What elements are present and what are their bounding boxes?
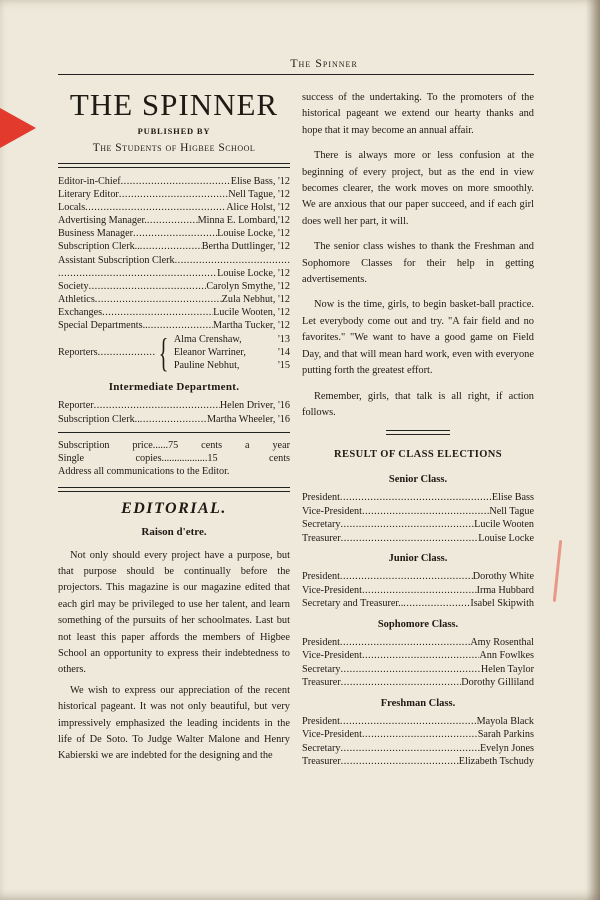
staff-role: Vice-President bbox=[302, 584, 362, 596]
staff-role: President bbox=[302, 715, 340, 727]
staff-role: Society bbox=[58, 280, 89, 292]
staff-row bbox=[58, 201, 290, 214]
leader-dots bbox=[133, 227, 217, 240]
staff-name: Dorothy White bbox=[472, 571, 534, 583]
staff-name: Carolyn Smythe, '12 bbox=[206, 280, 290, 292]
staff-role: Vice-President bbox=[302, 505, 362, 517]
intermediate-list bbox=[58, 399, 290, 425]
brace-glyph: { bbox=[158, 329, 169, 375]
class-heading: Senior Class. bbox=[388, 474, 448, 486]
editorial-paragraph: Remember, girls, that talk is all right, if action follows. bbox=[302, 390, 534, 418]
subscription-text: Single copies..................15 cents bbox=[58, 452, 290, 464]
intermediate-heading: Intermediate Department. bbox=[108, 381, 240, 394]
staff-name: Louise Locke, '12 bbox=[217, 267, 290, 279]
class-heading: Sophomore Class. bbox=[377, 618, 459, 630]
staff-name: Zula Nebhut, '12 bbox=[221, 293, 290, 305]
staff-role: President bbox=[302, 492, 340, 504]
staff-row bbox=[58, 319, 290, 332]
staff-role: Assistant Subscription Clerk bbox=[58, 254, 175, 266]
staff-name: Helen Driver, '16 bbox=[219, 400, 290, 412]
leader-dots bbox=[340, 636, 470, 650]
leader-dots bbox=[119, 188, 228, 201]
ornament-rule bbox=[386, 430, 450, 435]
staff-name: Alice Holst, '12 bbox=[226, 202, 290, 214]
officer-list bbox=[302, 636, 534, 690]
editorial-paragraph: Now is the time, girls, to begin basket-ball practice. Let everybody come out and try. "A fair field and no favorites." "We want to have a good game on Field Day, and that will mean hard work, even with everyone putting forth the greatest effort. bbox=[302, 299, 534, 377]
editorial-paragraph: The senior class wishes to thank the Freshman and Sophomore Classes for their help in getting advertisements. bbox=[302, 241, 534, 286]
editorial-heading: EDITORIAL. bbox=[121, 499, 227, 517]
staff-name: Elise Bass, '12 bbox=[230, 176, 290, 187]
leader-dots bbox=[362, 584, 477, 598]
staff-row bbox=[58, 254, 290, 267]
leader-dots bbox=[341, 532, 479, 546]
leader-dots bbox=[147, 214, 198, 227]
staff-name: Martha Tucker, '12 bbox=[213, 320, 290, 332]
editorial-paragraph: There is always more or less confusion at the beginning of every project, but as the end in view becomes clearer, the work moves on more smoothly. We are anxious that our paper succeed, and if each girl does well her part, it will. bbox=[302, 150, 534, 227]
staff-row bbox=[302, 663, 534, 677]
right-column bbox=[302, 90, 534, 777]
section-rule bbox=[58, 432, 290, 433]
staff-row bbox=[302, 584, 534, 598]
leader-dots bbox=[340, 491, 492, 505]
editorial-left-text bbox=[58, 548, 290, 765]
masthead-rule bbox=[58, 163, 290, 168]
leader-dots bbox=[362, 505, 489, 519]
leader-dots bbox=[341, 755, 459, 769]
masthead-title: THE SPINNER bbox=[69, 87, 279, 122]
subscription-text: Subscription price......75 cents a year bbox=[58, 439, 290, 451]
staff-row bbox=[302, 676, 534, 690]
staff-row bbox=[302, 649, 534, 663]
staff-name: Louise Locke bbox=[478, 532, 534, 544]
staff-role: Subscription Clerk.. bbox=[58, 241, 140, 253]
leader-dots bbox=[362, 649, 479, 663]
staff-name: Amy Rosenthal bbox=[470, 636, 534, 648]
reporter-row bbox=[174, 359, 290, 372]
staff-row bbox=[58, 227, 290, 240]
staff-row bbox=[58, 293, 290, 306]
leader-dots bbox=[140, 240, 202, 253]
reporter-year: '15 bbox=[277, 360, 290, 372]
staff-role: Vice-President bbox=[302, 650, 362, 662]
editorial-paragraph: success of the undertaking. To the promoters of the historical pageant we extend our hearty thanks and hope that it may become an annual affair. bbox=[302, 92, 534, 136]
staff-row bbox=[302, 755, 534, 769]
staff-row bbox=[58, 214, 290, 227]
officer-list bbox=[302, 491, 534, 545]
leader-dots bbox=[121, 175, 231, 188]
reporter-name: Eleanor Warriner, bbox=[173, 347, 246, 359]
staff-role: Vice-President bbox=[302, 729, 362, 741]
staff-name: Louise Locke, '12 bbox=[217, 228, 290, 240]
staff-row bbox=[302, 491, 534, 505]
staff-role: Secretary bbox=[302, 663, 341, 675]
staff-row bbox=[302, 728, 534, 742]
staff-name: Dorothy Gilliland bbox=[461, 677, 534, 689]
officer-list bbox=[302, 570, 534, 611]
staff-role: Literary Editor bbox=[58, 189, 119, 201]
staff-role: Editor-in-Chief bbox=[58, 176, 121, 187]
staff-row bbox=[302, 505, 534, 519]
staff-row bbox=[58, 399, 290, 412]
staff-name: Lucile Wooten, '12 bbox=[213, 306, 290, 318]
staff-row bbox=[58, 413, 290, 426]
staff-name: Martha Wheeler, '16 bbox=[207, 413, 290, 425]
red-pencil-mark bbox=[553, 540, 562, 602]
reporter-names bbox=[174, 333, 290, 372]
staff-role: Secretary bbox=[302, 519, 341, 531]
publisher-name: The Students of Higbee School bbox=[92, 142, 256, 154]
staff-row bbox=[58, 306, 290, 319]
reporter-row bbox=[174, 346, 290, 359]
staff-role: Secretary bbox=[302, 742, 341, 754]
leader-dots bbox=[341, 676, 462, 690]
reporters-label: Reporters bbox=[58, 347, 98, 359]
leader-dots bbox=[94, 399, 220, 412]
reporter-year: '13 bbox=[277, 334, 290, 346]
staff-row bbox=[302, 636, 534, 650]
leader-dots bbox=[340, 518, 474, 532]
staff-role: Treasurer bbox=[302, 677, 341, 689]
published-by: PUBLISHED BY bbox=[137, 126, 211, 136]
subscription-price bbox=[58, 439, 290, 452]
reporter-year: '14 bbox=[277, 347, 290, 359]
red-arrow-marker bbox=[0, 108, 36, 148]
staff-name: Irma Hubbard bbox=[476, 584, 534, 596]
leader-dots bbox=[148, 319, 213, 332]
leader-dots bbox=[140, 413, 207, 426]
staff-row bbox=[302, 597, 534, 611]
leader-dots bbox=[340, 715, 477, 729]
address-line: Address all communications to the Editor. bbox=[58, 465, 230, 477]
staff-row bbox=[58, 267, 290, 280]
staff-row bbox=[58, 280, 290, 293]
staff-name: Elizabeth Tschudy bbox=[458, 756, 534, 768]
leader-dots bbox=[340, 663, 480, 677]
leader-dots bbox=[175, 254, 290, 267]
staff-name: Ann Fowlkes bbox=[479, 650, 534, 662]
staff-role: President bbox=[302, 636, 340, 648]
staff-name: Minna E. Lombard,'12 bbox=[197, 215, 290, 227]
staff-role: Locals bbox=[58, 202, 86, 214]
staff-name: Mayola Black bbox=[476, 715, 534, 727]
class-heading: Junior Class. bbox=[388, 553, 448, 565]
officer-list bbox=[302, 715, 534, 769]
staff-name: Helen Taylor bbox=[480, 663, 534, 675]
editorial-subheading: Raison d'etre. bbox=[141, 525, 207, 538]
staff-role: President bbox=[302, 571, 340, 583]
class-heading: Freshman Class. bbox=[380, 697, 456, 709]
staff-row bbox=[58, 240, 290, 253]
elections-list bbox=[302, 474, 534, 769]
staff-row bbox=[302, 518, 534, 532]
staff-name: Sarah Parkins bbox=[477, 729, 534, 741]
staff-row bbox=[302, 742, 534, 756]
staff-role: Special Departments.. bbox=[58, 320, 148, 332]
staff-name: Nell Tague bbox=[489, 505, 534, 517]
leader-dots bbox=[85, 201, 226, 214]
staff-name: Isabel Skipwith bbox=[470, 598, 534, 610]
header-rule bbox=[58, 74, 534, 75]
reporter-row bbox=[174, 333, 290, 346]
staff-name: Evelyn Jones bbox=[479, 742, 534, 754]
leader-dots bbox=[362, 728, 478, 742]
staff-row bbox=[302, 570, 534, 584]
reporters-group bbox=[58, 329, 290, 375]
editorial-right-text bbox=[302, 90, 534, 421]
staff-name: Elise Bass bbox=[491, 492, 534, 504]
leader-dots bbox=[58, 267, 217, 280]
subscription-block bbox=[58, 439, 290, 478]
staff-row bbox=[58, 175, 290, 188]
staff-role: Business Manager bbox=[58, 228, 133, 240]
editorial-paragraph: We wish to express our appreciation of the recent historical pageant. It was not only beautiful, but very impressively emphasized the leading incidents in the life of De Soto. To Judge Walter Malone and Henry Kabierski we are indebted for the designing and the bbox=[58, 684, 290, 762]
reporter-name: Alma Crenshaw, bbox=[173, 334, 242, 346]
editorial-rule bbox=[58, 487, 290, 492]
leader-dots bbox=[340, 742, 479, 756]
single-copies bbox=[58, 452, 290, 465]
staff-role: Treasurer bbox=[302, 532, 341, 544]
staff-role: Subscription Clerk.. bbox=[58, 413, 140, 425]
staff-name: Lucile Wooten bbox=[474, 519, 534, 531]
editorial-paragraph: Not only should every project have a purpose, but that purpose should be continually before the projectors. This magazine is our magazine edited that each girl may be privileged to use her talent, and learn something of the pursuits of her schoolmates. Last but not least this paper affords the members of Higbee School an opportunity to express their indebtedness to others. bbox=[58, 549, 290, 676]
staff-role: Advertising Manager. bbox=[58, 215, 147, 227]
staff-list bbox=[58, 175, 290, 332]
elections-heading: RESULT OF CLASS ELECTIONS bbox=[333, 449, 503, 461]
staff-name: Bertha Duttlinger, '12 bbox=[201, 241, 290, 253]
staff-name: Nell Tague, '12 bbox=[228, 189, 290, 201]
leader-dots bbox=[102, 306, 213, 319]
left-column bbox=[58, 88, 290, 769]
staff-role: Secretary and Treasurer.. bbox=[302, 598, 404, 610]
staff-role: Athletics bbox=[58, 293, 95, 305]
leader-dots bbox=[95, 293, 222, 306]
staff-row bbox=[302, 715, 534, 729]
staff-row bbox=[58, 188, 290, 201]
staff-role: Treasurer bbox=[302, 756, 341, 768]
leader-dots bbox=[89, 280, 207, 293]
leader-dots bbox=[403, 597, 470, 611]
running-head: The Spinner bbox=[290, 56, 358, 70]
staff-row bbox=[302, 532, 534, 546]
staff-role: Reporter bbox=[58, 400, 94, 412]
staff-role: Exchanges bbox=[58, 306, 103, 318]
leader-dots bbox=[340, 570, 473, 584]
reporter-name: Pauline Nebhut, bbox=[173, 360, 240, 372]
page-edge-shadow bbox=[586, 0, 600, 900]
